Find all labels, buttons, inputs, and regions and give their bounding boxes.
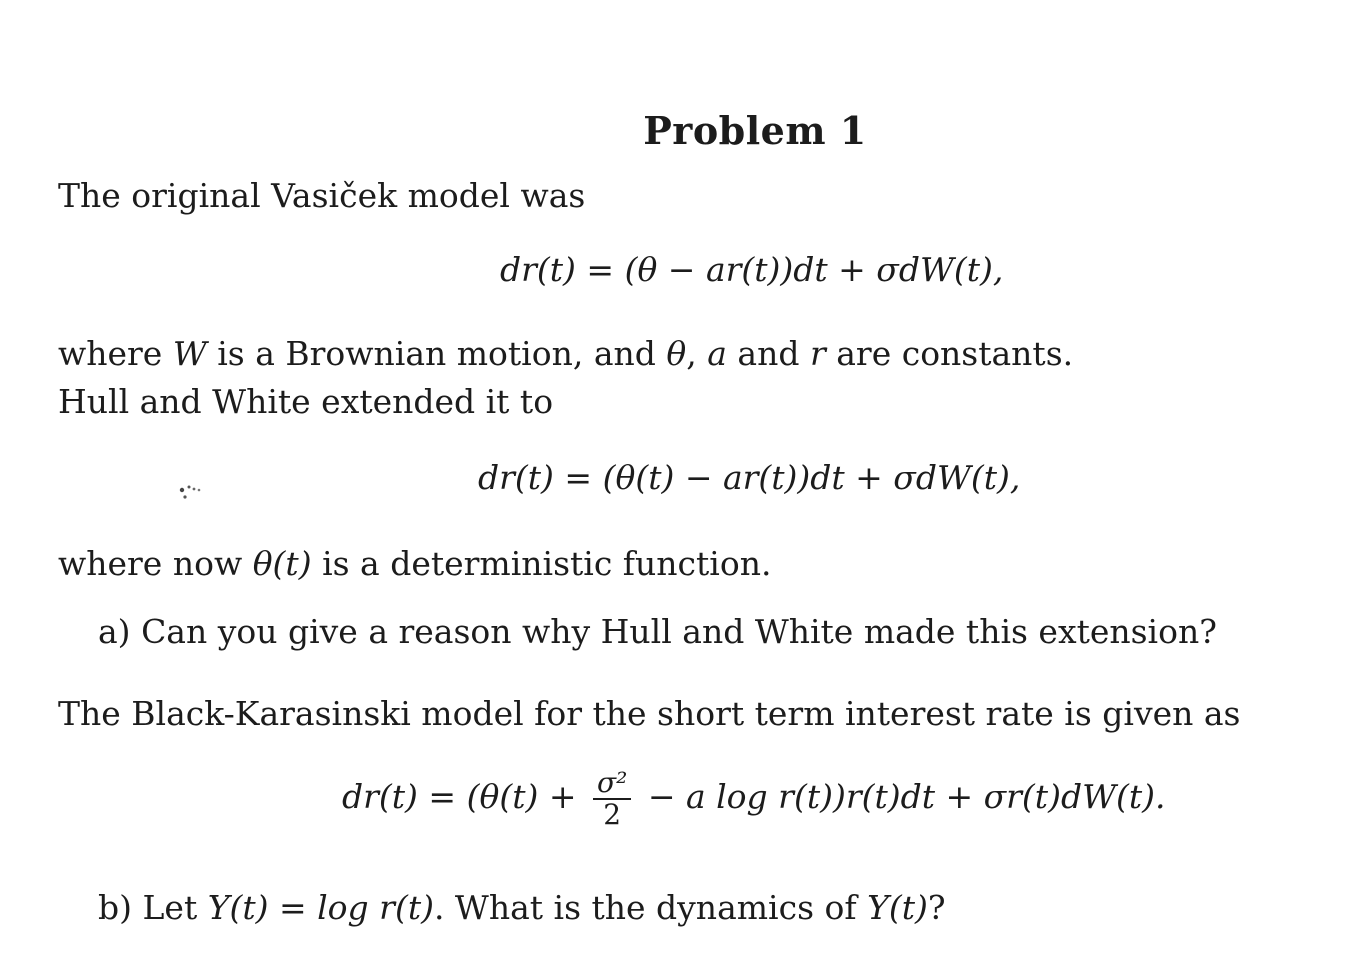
where2-b: is a deterministic function. (311, 544, 772, 583)
hull-white-equation (478, 458, 1020, 497)
where-constants-line (58, 330, 1073, 378)
deterministic-line (58, 540, 771, 588)
where1-W: W (172, 334, 207, 373)
question-a-label: a) (98, 612, 131, 651)
where1-a-var: a (707, 334, 727, 373)
eq2-rhs: (θ(t) − ar(t))dt + σdW(t), (602, 458, 1021, 497)
question-b (98, 888, 946, 927)
vasicek-equation (500, 250, 1003, 289)
black-karasinski-equation (342, 768, 1165, 830)
eq1-lhs: dr(t) (500, 250, 576, 289)
eq2-lhs: dr(t) (478, 458, 554, 497)
black-karasinski-intro: The Black-Karasinski model for the short term interest rate is given as (58, 694, 1241, 733)
where1-e: are constants. (825, 334, 1074, 373)
question-b-let: Let (142, 888, 208, 927)
problem-title: Problem 1 (643, 108, 867, 153)
question-b-q: ? (927, 888, 946, 927)
where1-a: where (58, 334, 173, 373)
intro-text: The original Vasiček model was (58, 176, 586, 215)
eq1-equals: = (586, 250, 615, 289)
sigma-squared-over-two (593, 768, 631, 830)
eq3-part1: (θ(t) + (466, 777, 577, 816)
question-b-label: b) (98, 888, 132, 927)
hull-white-intro: Hull and White extended it to (58, 382, 554, 421)
question-a (98, 612, 1217, 651)
where1-d: and (726, 334, 810, 373)
frac-numerator: σ² (593, 768, 631, 800)
question-b-rest: . What is the dynamics of (433, 888, 868, 927)
where1-theta: θ (666, 334, 687, 373)
frac-denominator: 2 (603, 798, 622, 831)
eq3-equals: = (428, 777, 457, 816)
eq1-rhs: (θ − ar(t))dt + σdW(t), (624, 250, 1004, 289)
scan-speck-mark (176, 478, 206, 502)
where2-theta-t: θ(t) (252, 544, 312, 583)
eq3-lhs: dr(t) (342, 777, 418, 816)
where1-b: is a Brownian motion, and (206, 334, 667, 373)
question-a-text: Can you give a reason why Hull and White made this extension? (141, 612, 1217, 651)
where1-r-var: r (809, 334, 826, 373)
eq3-part2: − a log r(t))r(t)dt + σr(t)dW(t). (647, 777, 1166, 816)
where1-c: , (686, 334, 708, 373)
question-b-y: Y(t) (867, 888, 928, 927)
question-b-expr: Y(t) = log r(t) (207, 888, 434, 927)
where2-a: where now (58, 544, 253, 583)
eq2-equals: = (564, 458, 593, 497)
